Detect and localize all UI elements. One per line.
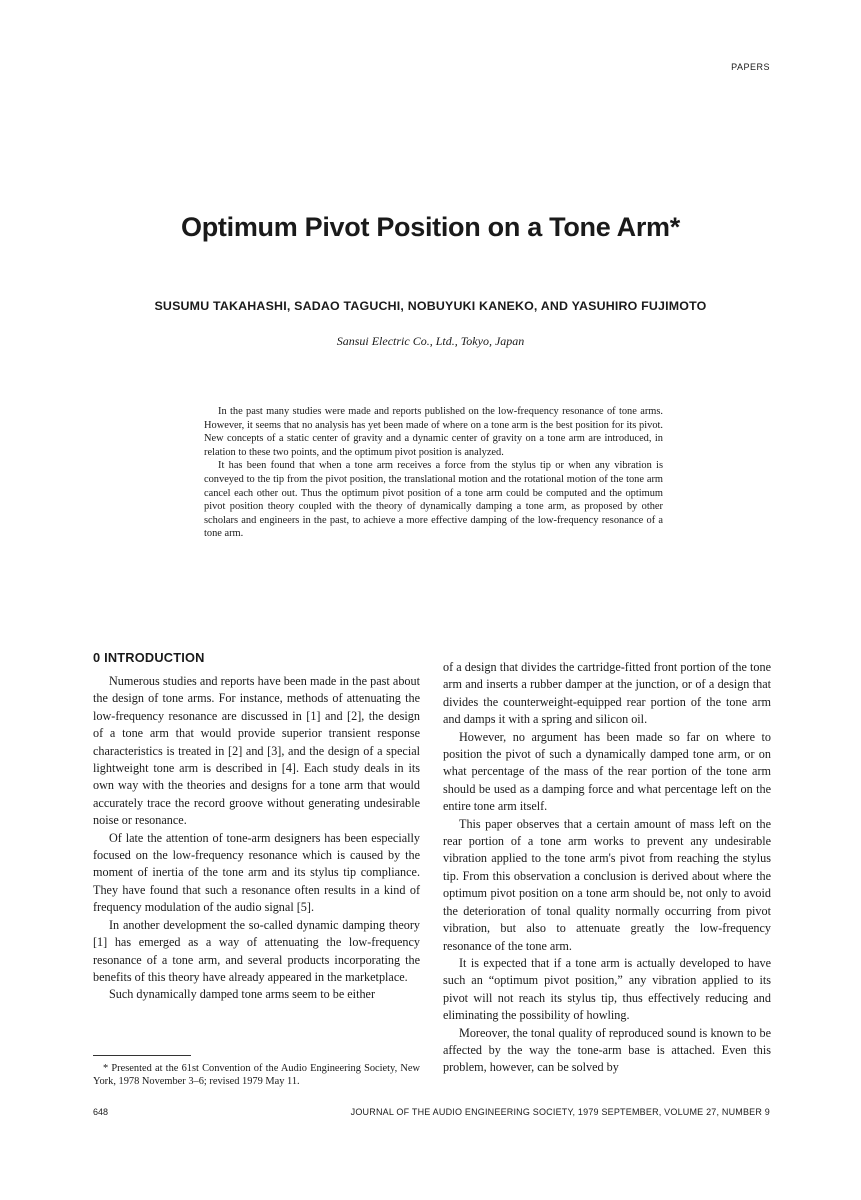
journal-footer: JOURNAL OF THE AUDIO ENGINEERING SOCIETY, 1979 SEPTEMBER, VOLUME 27, NUMBER 9 <box>350 1107 770 1117</box>
left-column <box>93 650 420 1004</box>
author-list: SUSUMU TAKAHASHI, SADAO TAGUCHI, NOBUYUKI KANEKO, AND YASUHIRO FUJIMOTO <box>154 299 707 313</box>
abstract-paragraph: It has been found that when a tone arm receives a force from the stylus tip or when any vibration is conveyed to the tip from the pivot position, the translational motion and the rotational motion of the tone arm cancel each other out. Thus the optimum pivot position of a tone arm could be computed and the optimum pivot position theory coupled with the theory of dynamically damping a tone arm, as proposed by other scholars and engineers in the past, to achieve a more effective damping of the low-frequency resonance of a tone arm. <box>204 460 663 540</box>
section-heading: 0 INTRODUCTION <box>93 650 205 665</box>
body-paragraph: Of late the attention of tone-arm designers has been especially focused on the low-frequency resonance which is caused by the moment of inertia of the tone arm and its stylus tip compliance. They have found that such a resonance often results in a kind of frequency modulation of the audio signal [5]. <box>93 830 420 915</box>
body-paragraph: However, no argument has been made so far on where to position the pivot of such a dynamically damped tone arm, or on what percentage of the mass of the rear portion of the tone arm should be used as a damping force and what percentage left on the entire tone arm itself. <box>443 729 771 814</box>
running-head: PAPERS <box>731 62 770 72</box>
affiliation: Sansui Electric Co., Ltd., Tokyo, Japan <box>336 334 525 348</box>
body-paragraph: It is expected that if a tone arm is actually developed to have such an “optimum pivot position,” any vibration applied to its pivot will not reach its stylus tip, thus effectively reducing and eliminating the possibility of howling. <box>443 955 771 1023</box>
footnote-divider <box>93 1055 191 1056</box>
abstract-paragraph: In the past many studies were made and reports published on the low-frequency resonance of tone arms. However, it seems that no analysis has yet been made of where on a tone arm is the best position for its pivot. New concepts of a static center of gravity and a dynamic center of gravity on a tone arm are introduced, in relation to these two points, and the optimum pivot position is analyzed. <box>204 406 663 458</box>
body-paragraph: Moreover, the tonal quality of reproduced sound is known to be affected by the way the tone-arm base is attached. Even this problem, however, can be solved by <box>443 1025 771 1075</box>
body-paragraph: This paper observes that a certain amount of mass left on the rear portion of a tone arm works to prevent any undesirable vibration applied to the tone arm's pivot from reaching the stylus tip. From this observation a conclusion is derived about where the optimum pivot position on a tone arm should be, not only to avoid the deterioration of tonal quality normally occurring from pivot vibration, but also to attenuate greatly the low-frequency resonance of the tone arm. <box>443 816 771 953</box>
abstract <box>204 405 663 541</box>
page-number: 648 <box>93 1107 109 1117</box>
footnote: * Presented at the 61st Convention of the Audio Engineering Society, New York, 1978 November 3–6; revised 1979 May 11. <box>93 1063 420 1087</box>
right-column <box>443 659 771 1077</box>
paper-title: Optimum Pivot Position on a Tone Arm* <box>181 212 680 242</box>
body-paragraph: Numerous studies and reports have been made in the past about the design of tone arms. For instance, methods of attenuating the low-frequency resonance are discussed in [1] and [2], the design of a tone arm that would provide superior transient response characteristics is treated in [2] and [3], and the design of a special lightweight tone arm is described in [4]. Each study deals in its own way with the theories and designs for a tone arm that would accurately trace the record groove without generating undesirable noise or resonance. <box>93 674 420 828</box>
body-paragraph-continued: of a design that divides the cartridge-fitted front portion of the tone arm and inserts a rubber damper at the junction, or of a design that divides the counterweight-equipped rear portion of the tone arm and damps it with a spring and silicon oil. <box>443 660 771 727</box>
body-paragraph: Such dynamically damped tone arms seem to be either <box>109 987 376 1002</box>
body-paragraph: In another development the so-called dynamic damping theory [1] has emerged as a way of attenuating the low-frequency resonance of a tone arm, and several products incorporating the benefits of this theory have already appeared in the marketplace. <box>93 917 420 984</box>
